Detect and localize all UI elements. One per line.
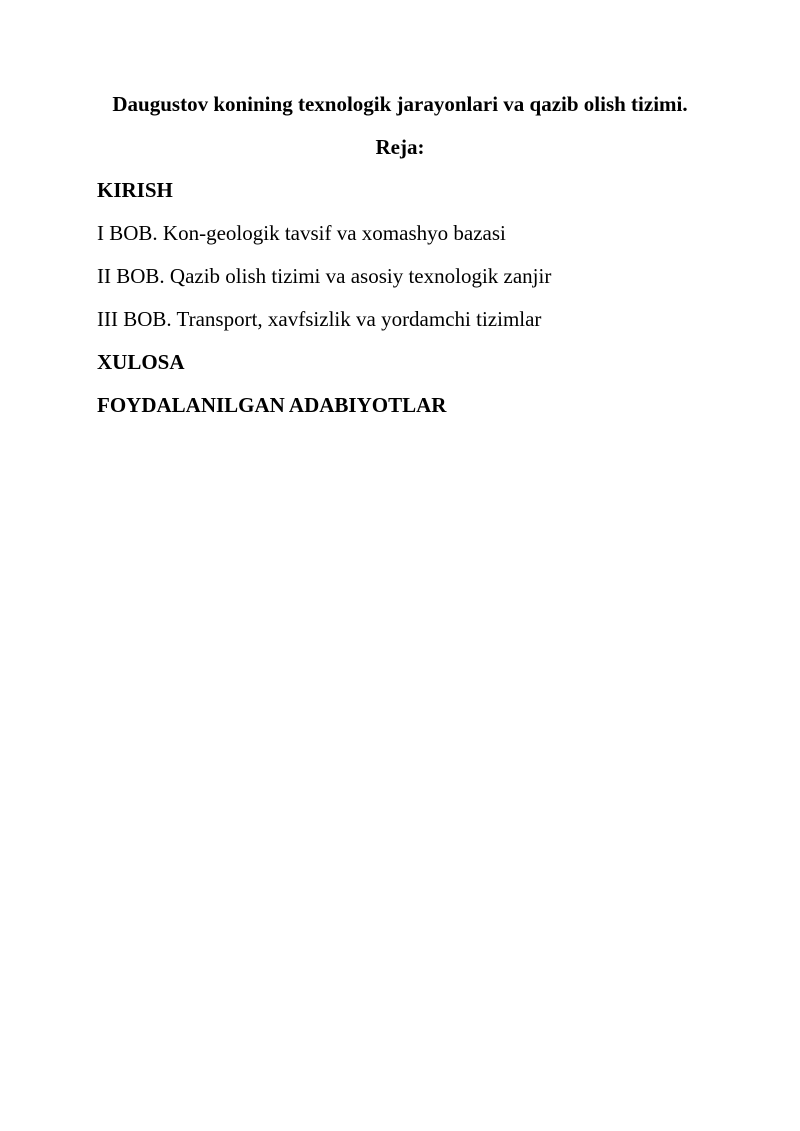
plan-heading: Reja: — [375, 135, 425, 159]
outline-item-bob-3: III BOB. Transport, xavfsizlik va yordamchi tizimlar — [97, 307, 542, 331]
outline-item-bob-1: I BOB. Kon-geologik tavsif va xomashyo bazasi — [97, 221, 506, 245]
outline-item-kirish: KIRISH — [97, 178, 173, 202]
outline-item-bob-2: II BOB. Qazib olish tizimi va asosiy texnologik zanjir — [97, 264, 552, 288]
document-content — [0, 0, 800, 427]
page-title: Daugustov konining texnologik jarayonlari va qazib olish tizimi. — [112, 92, 688, 116]
outline-item-xulosa: XULOSA — [97, 350, 185, 374]
outline-item-adabiyotlar: FOYDALANILGAN ADABIYOTLAR — [97, 393, 447, 417]
